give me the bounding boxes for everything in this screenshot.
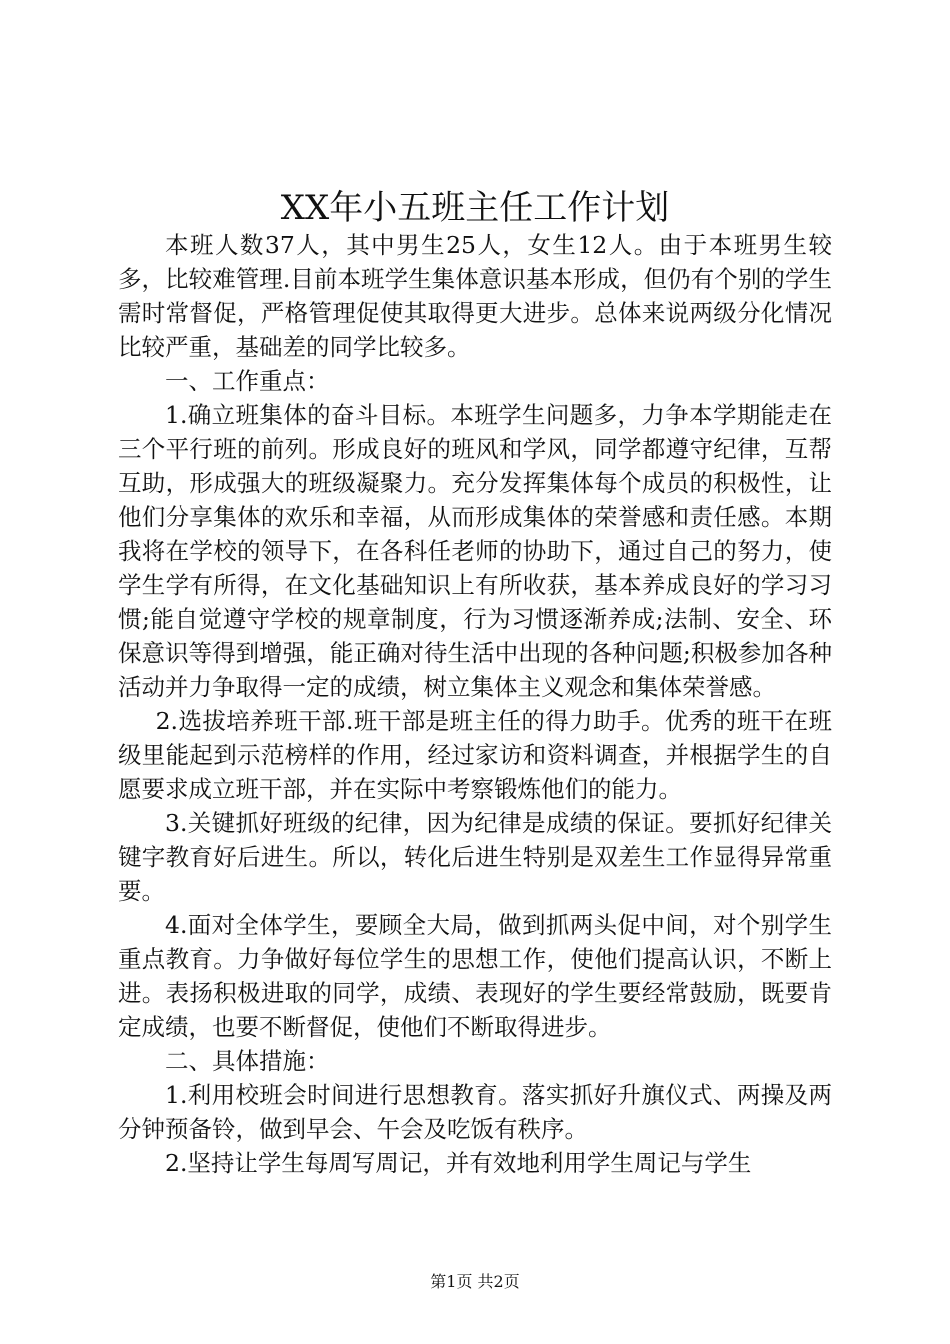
section-heading-work-focus: 一、工作重点： <box>165 367 330 395</box>
document-title: XX年小五班主任工作计划 <box>280 188 670 228</box>
paragraph-focus-4: 4.面对全体学生，要顾全大局，做到抓两头促中间，对个别学生重点教育。力争做好每位学生的思想工作，使他们提高认识，不断上进。表扬积极进取的同学，成绩、表现好的学生要经常鼓励，既要肯定成绩，也要不断督促，使他们不断取得进步。 <box>118 911 832 1041</box>
paragraph-focus-3: 3.关键抓好班级的纪律，因为纪律是成绩的保证。要抓好纪律关键字教育好后进生。所以，转化后进生特别是双差生工作显得异常重要。 <box>118 809 832 905</box>
page-footer: 第1页 共2页 <box>430 1272 520 1291</box>
document-body <box>118 228 832 1180</box>
paragraph-measure-1: 1.利用校班会时间进行思想教育。落实抓好升旗仪式、两操及两分钟预备铃，做到早会、午会及吃饭有秩序。 <box>118 1081 832 1143</box>
paragraph-measure-2: 2.坚持让学生每周写周记，并有效地利用学生周记与学生 <box>165 1149 752 1177</box>
paragraph-focus-2: 2.选拔培养班干部.班干部是班主任的得力助手。优秀的班干在班级里能起到示范榜样的作用，经过家访和资料调查，并根据学生的自愿要求成立班干部，并在实际中考察锻炼他们的能力。 <box>118 707 832 803</box>
paragraph-focus-1: 1.确立班集体的奋斗目标。本班学生问题多，力争本学期能走在三个平行班的前列。形成良好的班风和学风，同学都遵守纪律，互帮互助，形成强大的班级凝聚力。充分发挥集体每个成员的积极性，让他们分享集体的欢乐和幸福，从而形成集体的荣誉感和责任感。本期我将在学校的领导下，在各科任老师的协助下，通过自己的努力，使学生学有所得，在文化基础知识上有所收获，基本养成良好的学习习惯;能自觉遵守学校的规章制度，行为习惯逐渐养成;法制、安全、环保意识等得到增强，能正确对待生活中出现的各种问题;积极参加各种活动并力争取得一定的成绩，树立集体主义观念和集体荣誉感。 <box>118 401 832 701</box>
paragraph-intro: 本班人数37人，其中男生25人，女生12人。由于本班男生较多，比较难管理.目前本班学生集体意识基本形成，但仍有个别的学生需时常督促，严格管理促使其取得更大进步。总体来说两级分化情况比较严重，基础差的同学比较多。 <box>118 231 832 361</box>
section-heading-measures: 二、具体措施： <box>165 1047 330 1075</box>
